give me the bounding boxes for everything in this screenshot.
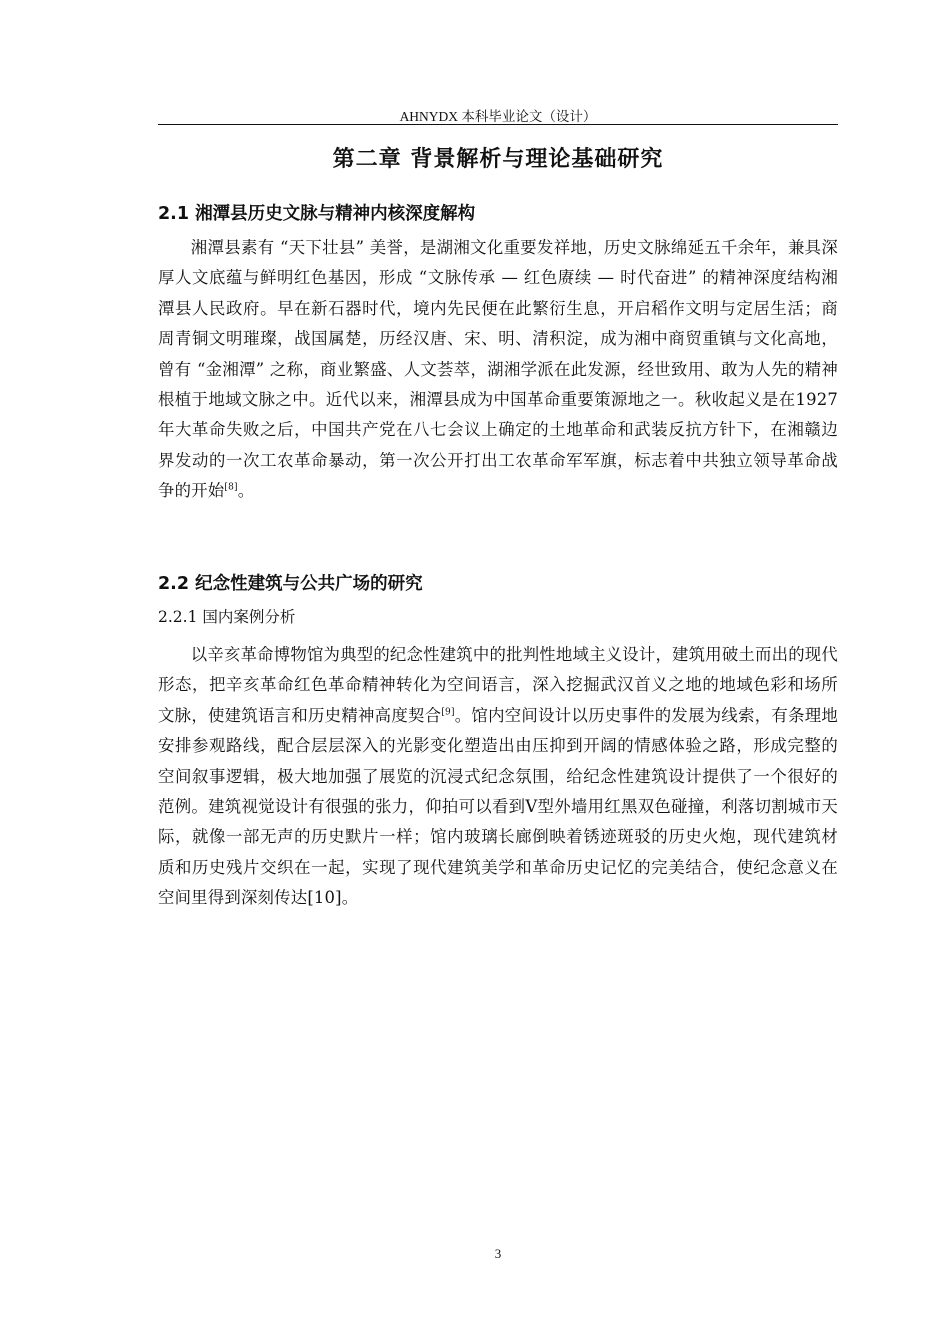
section-heading-2-1: 2.1 湘潭县历史文脉与精神内核深度解构 — [158, 204, 476, 224]
section-2-1-paragraph — [158, 233, 838, 507]
subsection-heading-2-2-1: 2.2.1 国内案例分析 — [158, 608, 296, 626]
citation-8: [8] — [224, 482, 238, 493]
paragraph-end: 。 — [237, 481, 255, 501]
paragraph-text: 以辛亥革命博物馆为典型的纪念性建筑中的批判性地域主义设计，建筑用破土而出的现代形态，把辛亥革命红色革命精神转化为空间语言，深入挖掘武汉首义之地的地域色彩和场所文脉，使建筑语言和历史精神高度契合 — [158, 645, 838, 725]
running-header: AHNYDX 本科毕业论文（设计） — [399, 109, 597, 124]
section-heading-2-2: 2.2 纪念性建筑与公共广场的研究 — [158, 574, 423, 594]
section-2-2-1-paragraph — [158, 640, 838, 914]
chapter-title: 第二章 背景解析与理论基础研究 — [332, 147, 664, 172]
citation-9: [9] — [441, 707, 455, 718]
paragraph-text: 湘潭县素有 “天下壮县” 美誉，是湖湘文化重要发祥地，历史文脉绵延五千余年，兼具深厚人文底蕴与鲜明红色基因，形成 “文脉传承 — 红色赓续 — 时代奋进” 的精神深度结构湘潭县人民政府。早在新石器时代，境内先民便在此繁衍生息，开启稻作文明与定居生活；商周青铜文明璀璨，战国属楚，历经汉唐、宋、明、清积淀，成为湘中商贸重镇与文化高地，曾有 “金湘潭” 之称，商业繁盛、人文荟萃，湖湘学派在此发源，经世致用、敢为人先的精神根植于地域文脉之中。近代以来，湘潭县成为中国革命重要策源地之一。秋收起义是在1927年大革命失败之后，中国共产党在八七会议上确定的土地革命和武装反抗方针下，在湘赣边界发动的一次工农革命暴动，第一次公开打出工农革命军军旗，标志着中共独立领导革命战争的开始 — [158, 238, 838, 501]
page-number: 3 — [494, 1246, 502, 1261]
header-rule — [158, 124, 838, 125]
paragraph-text-continued: 。馆内空间设计以历史事件的发展为线索，有条理地安排参观路线，配合层层深入的光影变化塑造出由压抑到开阔的情感体验之路，形成完整的空间叙事逻辑，极大地加强了展览的沉浸式纪念氛围，给纪念性建筑设计提供了一个很好的范例。建筑视觉设计有很强的张力，仰拍可以看到V型外墙用红黑双色碰撞，利落切割城市天际，就像一部无声的历史默片一样；馆内玻璃长廊倒映着锈迹斑驳的历史火炮，现代建筑材质和历史残片交织在一起，实现了现代建筑美学和革命历史记忆的完美结合，使纪念意义在空间里得到深刻传达[10]。 — [158, 705, 838, 908]
